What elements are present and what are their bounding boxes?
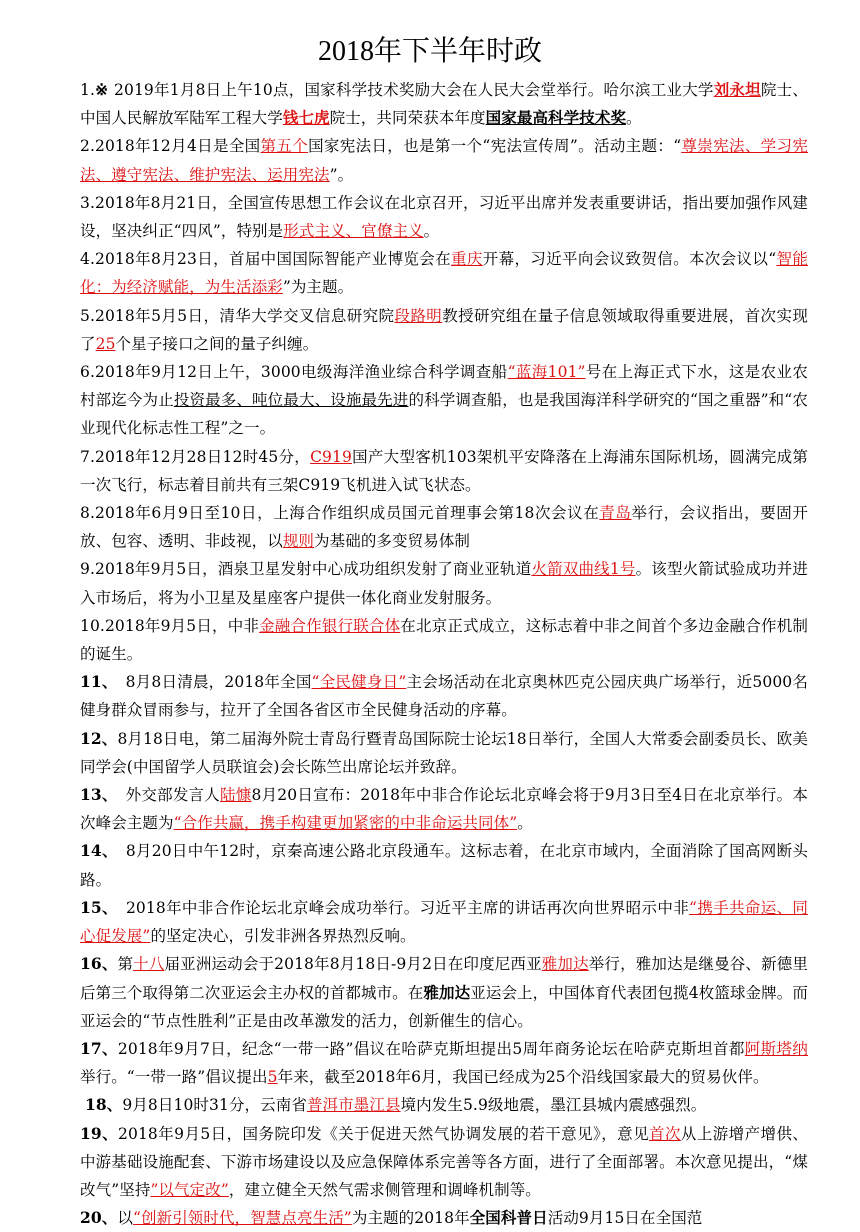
highlighted-keyword: 尊崇宪法、学习宪法、遵守宪法、维护宪法、运用宪法 xyxy=(80,137,808,184)
item-text: 9月8日10时31分，云南省 xyxy=(122,1096,307,1115)
news-item xyxy=(80,302,808,358)
item-number: 7. xyxy=(80,447,95,466)
item-text: ”为主题。 xyxy=(282,278,354,297)
item-text: 2018年9月5日，酒泉卫星发射中心成功组织发射了商业亚轨道 xyxy=(95,560,532,579)
news-item xyxy=(80,555,808,611)
item-number: 1. xyxy=(80,81,95,99)
item-number: 19、 xyxy=(80,1123,119,1143)
highlighted-keyword: 钱七虎 xyxy=(282,108,330,128)
highlighted-keyword: 规则 xyxy=(282,532,315,551)
news-item xyxy=(80,837,808,893)
item-text: 。 xyxy=(423,222,440,241)
item-text: 外交部发言人 xyxy=(109,786,221,805)
news-item xyxy=(80,894,808,950)
highlighted-keyword: 智能化：为经济赋能，为生活添彩 xyxy=(80,250,809,297)
highlighted-keyword: 火箭双曲线1号 xyxy=(531,560,636,579)
item-text: 雅加达 xyxy=(423,982,471,1002)
item-number: 17、 xyxy=(80,1038,118,1058)
highlighted-keyword: 阿斯塔纳 xyxy=(744,1039,808,1058)
news-item xyxy=(80,725,808,781)
news-item xyxy=(80,189,808,245)
item-text: 全国科普日 xyxy=(469,1208,548,1228)
item-text: 8月20日宣布：2018年中非合作论坛北京峰会将于9月3日至4日在北京举行。本次峰会主题为 xyxy=(80,786,808,833)
item-number: 18、 xyxy=(85,1095,123,1115)
news-item xyxy=(80,499,808,555)
highlighted-keyword: “蓝海101” xyxy=(507,363,586,382)
item-text: ※ xyxy=(95,80,115,99)
item-text: 以 xyxy=(117,1209,133,1228)
news-item xyxy=(80,612,808,668)
item-text: 届亚洲运动会于2018年8月18日-9月2日在印度尼西亚 xyxy=(164,955,542,974)
news-item xyxy=(80,245,808,301)
highlighted-keyword: “全民健身日” xyxy=(311,673,407,692)
highlighted-keyword: 陆慷 xyxy=(220,786,252,805)
news-item xyxy=(80,1091,808,1119)
highlighted-keyword: “携手共命运、同心促发展” xyxy=(80,898,809,946)
news-item xyxy=(80,1120,808,1205)
item-number: 8. xyxy=(80,504,95,523)
highlighted-keyword: C919 xyxy=(310,447,352,466)
highlighted-keyword: 5 xyxy=(267,1068,278,1087)
highlighted-keyword: 雅加达 xyxy=(541,955,589,974)
highlighted-keyword: 25 xyxy=(95,334,116,353)
item-text: 的坚定决心，引发非洲各界热烈反响。 xyxy=(150,927,416,946)
item-number: 14、 xyxy=(80,841,111,861)
item-text: 国产大型客机103架机平安降落在上海浦东国际机场，圆满完成第一次飞行，标志着目前共有三架C919飞机进入试飞状态。 xyxy=(80,447,808,494)
item-number: 4. xyxy=(80,250,95,269)
item-text: 2018年中非合作论坛北京峰会成功举行。习近平主席的讲话再次向世界昭示中非 xyxy=(110,898,690,917)
item-text: 境内发生5.9级地震，墨江县城内震感强烈。 xyxy=(400,1096,707,1115)
item-text: 年来，截至2018年6月，我国已经成为25个沿线国家最大的贸易伙伴。 xyxy=(277,1068,769,1087)
news-item xyxy=(80,358,808,443)
news-item xyxy=(80,668,808,724)
item-number: 10. xyxy=(80,616,105,635)
item-text: 开幕，习近平向会议致贺信。本次会议以“ xyxy=(482,250,777,269)
item-text: 活动9月15日在全国范 xyxy=(547,1209,703,1228)
highlighted-keyword: “合作共赢，携手构建更加紧密的中非命运共同体” xyxy=(173,814,518,833)
item-number: 12、 xyxy=(80,728,118,748)
item-text: 2018年8月23日，首届中国国际智能产业博览会在 xyxy=(95,250,452,269)
item-text: 主会场活动在北京奥林匹克公园庆典广场举行，近5000名健身群众冒雨参与，拉开了全国各省区市全民健身活动的序幕。 xyxy=(80,673,808,720)
highlighted-keyword: 十八 xyxy=(133,955,165,974)
item-text: 8月8日清晨，2018年全国 xyxy=(109,673,312,692)
highlighted-keyword: 首次 xyxy=(649,1124,681,1143)
item-text: 的科学调查船，也是我国海洋科学研究的“国之重器”和“农业现代化标志性工程”之一。 xyxy=(80,391,808,438)
page-title: 2018年下半年时政 xyxy=(317,36,542,67)
item-text: 为主题的2018年 xyxy=(351,1209,470,1228)
news-item xyxy=(80,1035,808,1091)
highlighted-keyword: 段路明 xyxy=(394,306,443,325)
item-number: 16、 xyxy=(80,954,118,974)
item-number: 15、 xyxy=(80,897,111,917)
item-text: 举行，雅加达是继曼谷、新德里后第三个取得第二次亚运会主办权的首都城市。在 xyxy=(80,955,808,1002)
item-number: 20、 xyxy=(80,1208,118,1228)
item-number: 11、 xyxy=(80,672,110,692)
item-text: 教授研究组在量子信息领域取得重要进展，首次实现了 xyxy=(80,306,808,353)
item-text: 2018年5月5日，清华大学交叉信息研究院 xyxy=(95,306,395,325)
item-number: 6. xyxy=(80,363,95,382)
item-text: 号在上海正式下水，这是农业农村部迄今为止 xyxy=(80,363,808,410)
item-text: 院士、中国人民解放军陆军工程大学 xyxy=(80,81,809,128)
item-text: 个星子接口之间的量子纠缠。 xyxy=(115,334,319,353)
item-text: ”。 xyxy=(329,165,354,184)
item-text: 。 xyxy=(517,814,533,833)
item-text: 2018年9月5日，国务院印发《关于促进天然气协调发展的若干意见》，意见 xyxy=(118,1124,650,1143)
item-text: 从上游增产增供、中游基础设施配套、下游市场建设以及应急保障体系完善等各方面，进行了全面部署。本次意见提出，“煤改气”坚持 xyxy=(80,1124,809,1199)
item-text: 8月20日中午12时，京秦高速公路北京段通车。这标志着，在北京市域内，全面消除了国高网断头路。 xyxy=(80,842,808,889)
item-text: 2018年8月21日，全国宣传思想工作会议在北京召开，习近平出席并发表重要讲话，指出要加强作风建设，坚决纠正“四风”，特别是 xyxy=(80,193,808,241)
highlighted-keyword: 刘永坦 xyxy=(713,80,761,99)
item-text: 2018年12月4日是全国 xyxy=(95,137,261,156)
item-text: 2018年12月28日12时45分， xyxy=(95,447,311,466)
news-item xyxy=(80,950,808,1035)
item-text: 亚运会上，中国体育代表团包揽4枚篮球金牌。而亚运会的“节点性胜利”正是由改革激发的活力，创新催生的信心。 xyxy=(80,983,808,1030)
news-item xyxy=(80,132,808,188)
item-number: 9. xyxy=(80,560,95,579)
item-text: 举行。“一带一路”倡议提出 xyxy=(80,1068,268,1087)
item-text: 2018年6月9日至10日，上海合作组织成员国元首理事会第18次会议在 xyxy=(95,504,600,523)
item-text: 2019年1月8日上午10点，国家科学技术奖励大会在人民大会堂举行。哈尔滨工业大学 xyxy=(114,81,714,99)
item-text: 2018年9月12日上午，3000电级海洋渔业综合科学调查船 xyxy=(95,363,508,382)
item-text: 为基础的多变贸易体制 xyxy=(314,532,471,551)
item-text: 国家最高科学技术奖 xyxy=(485,108,627,128)
highlighted-keyword: 重庆 xyxy=(451,250,483,269)
item-number: 13、 xyxy=(80,785,110,805)
item-text: 院士，共同荣获本年度 xyxy=(329,109,486,128)
item-text: 在北京正式成立，这标志着中非之间首个多边金融合作机制的诞生。 xyxy=(80,616,808,664)
item-text: ，建立健全天然气需求侧管理和调峰机制等。 xyxy=(228,1180,541,1199)
highlighted-keyword: “创新引领时代，智慧点亮生活” xyxy=(132,1209,352,1228)
item-text: 。该型火箭试验成功并进入市场后，将为小卫星及星座客户提供一体化商业发射服务。 xyxy=(80,560,809,607)
news-item xyxy=(80,76,808,132)
news-item xyxy=(80,443,808,499)
item-text: 2018年9月7日，纪念“一带一路”倡议在哈萨克斯坦提出5周年商务论坛在哈萨克斯坦首都 xyxy=(117,1039,745,1058)
highlighted-keyword: ”以气定改” xyxy=(150,1180,229,1199)
item-text: 。 xyxy=(626,109,642,128)
item-text: 投资最多、吨位最大、设施最先进 xyxy=(173,391,409,410)
item-text: 举行，会议指出，要固开放、包容、透明、非歧视，以 xyxy=(80,504,808,551)
highlighted-keyword: 普洱市墨江县 xyxy=(306,1096,401,1115)
news-item xyxy=(80,781,808,837)
item-number: 3. xyxy=(80,193,95,212)
highlighted-keyword: 金融合作银行联合体 xyxy=(259,616,401,635)
item-text: 第 xyxy=(117,955,134,974)
highlighted-keyword: 第五个 xyxy=(260,137,309,156)
highlighted-keyword: 形式主义、官僚主义 xyxy=(283,222,424,241)
highlighted-keyword: 青岛 xyxy=(599,504,632,523)
item-text: 国家宪法日，也是第一个“宪法宣传周”。活动主题：“ xyxy=(308,137,682,156)
item-number: 2. xyxy=(80,137,95,156)
item-text: 2018年9月5日，中非 xyxy=(104,616,260,635)
news-item xyxy=(80,1204,808,1232)
item-text: 8月18日电，第二届海外院士青岛行暨青岛国际院士论坛18日举行，全国人大常委会副委员长、欧美同学会(中国留学人员联谊会)会长陈竺出席论坛并致辞。 xyxy=(80,729,808,776)
item-number: 5. xyxy=(80,306,95,325)
document-body xyxy=(80,76,808,1232)
